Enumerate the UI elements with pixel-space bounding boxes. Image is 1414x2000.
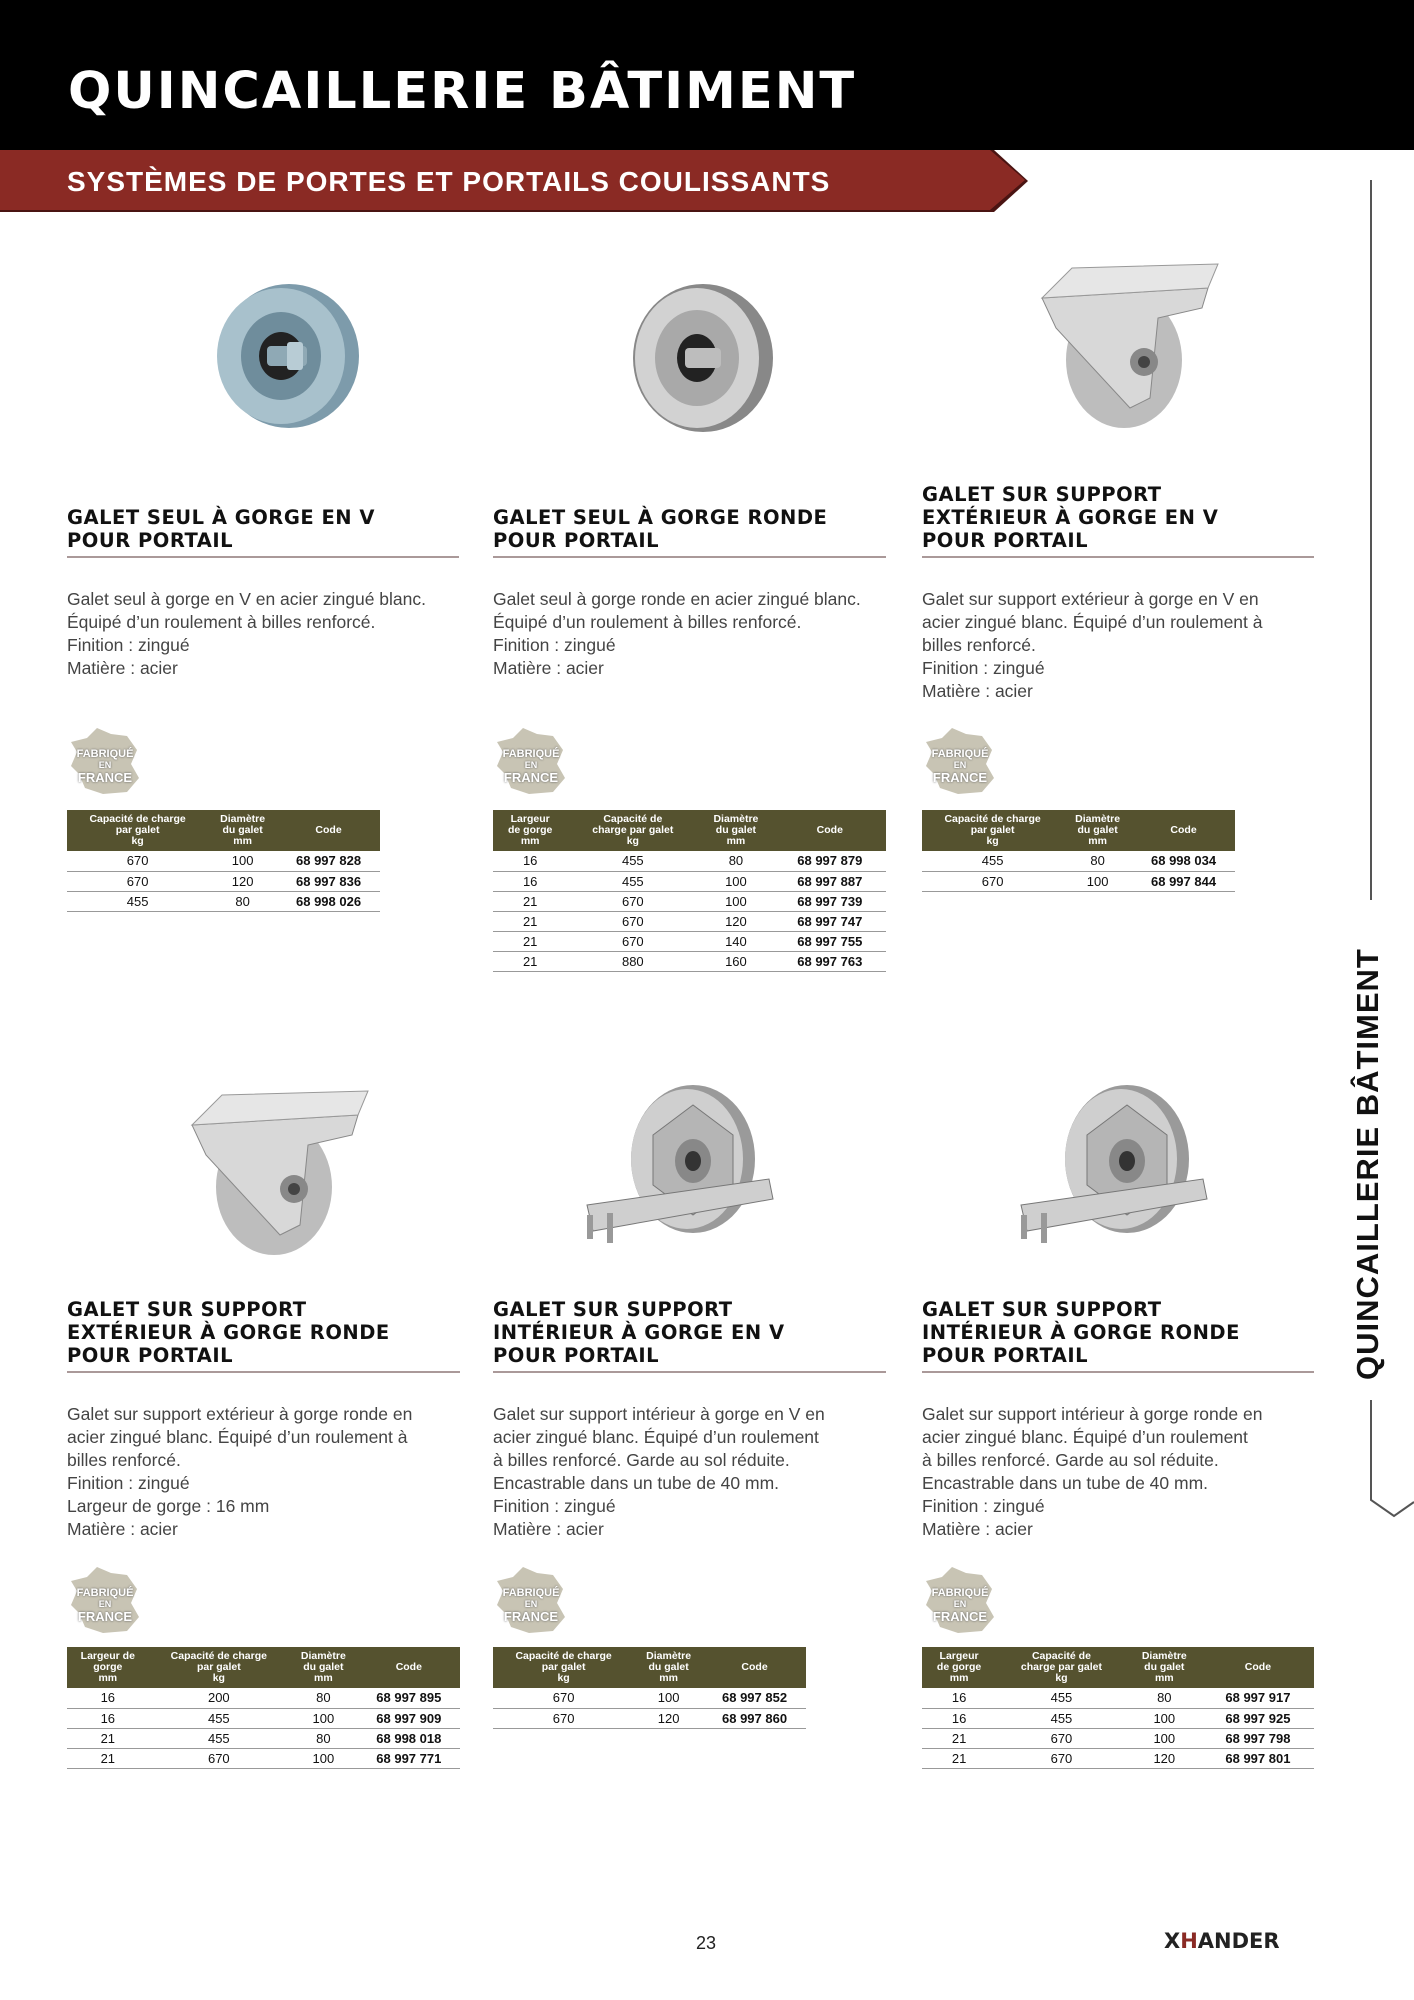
table-cell: 670 <box>567 911 698 931</box>
desc-line: Galet sur support intérieur à gorge en V en <box>493 1404 825 1424</box>
table-header-row <box>922 810 1235 851</box>
desc-line: billes renforcé. <box>67 1450 181 1470</box>
column-header: Diamètre du galet mm <box>698 810 773 851</box>
column-header: Code <box>1132 810 1235 851</box>
product-code-cell: 68 997 860 <box>703 1708 806 1728</box>
product-title-line: POUR PORTAIL <box>67 1344 234 1367</box>
product-code-cell: 68 997 755 <box>774 931 886 951</box>
made-in-france-badge <box>922 1565 998 1635</box>
side-divider-bottom <box>1370 1400 1372 1490</box>
table-cell: 100 <box>1127 1728 1202 1748</box>
table-header-row <box>67 810 380 851</box>
table-cell: 16 <box>922 1688 996 1708</box>
column-header: Capacité de charge par galet kg <box>67 810 208 851</box>
column-header: Capacité de charge par galet kg <box>996 1647 1127 1688</box>
desc-line: acier zingué blanc. Équipé d’un roulement à <box>922 612 1263 632</box>
table-cell: 16 <box>493 871 567 891</box>
page-title: QUINCAILLERIE BÂTIMENT <box>68 62 857 121</box>
table-row <box>67 1728 460 1748</box>
product-code-cell: 68 998 034 <box>1132 851 1235 871</box>
column-header: Diamètre du galet mm <box>1127 1647 1202 1688</box>
product-title-line: EXTÉRIEUR À GORGE EN V <box>922 506 1219 529</box>
column-header: Largeur de gorge mm <box>67 1647 149 1688</box>
table-row <box>67 851 380 871</box>
column-header: Code <box>703 1647 806 1688</box>
brand-highlight: H <box>1180 1929 1198 1953</box>
desc-line: Matière : acier <box>922 1519 1033 1539</box>
desc-line: Galet sur support intérieur à gorge ronde en <box>922 1404 1263 1424</box>
product-code-cell: 68 997 925 <box>1202 1708 1314 1728</box>
table-cell: 21 <box>493 951 567 971</box>
badge-line: FRANCE <box>503 1609 559 1624</box>
table-cell: 100 <box>1127 1708 1202 1728</box>
product-title-line: GALET SUR SUPPORT <box>922 483 1162 506</box>
product-title-line: GALET SEUL À GORGE EN V <box>67 506 375 529</box>
product-description <box>67 1403 412 1541</box>
badge-line: FABRIQUÉ <box>931 748 989 760</box>
table-cell: 120 <box>208 871 277 891</box>
table-cell: 16 <box>493 851 567 871</box>
product-code-cell: 68 997 844 <box>1132 871 1235 891</box>
table-row <box>922 871 1235 891</box>
table-cell: 100 <box>698 871 773 891</box>
desc-line: Finition : zingué <box>67 1473 190 1493</box>
side-chevron-icon <box>1370 1488 1414 1518</box>
product-code-cell: 68 998 026 <box>277 891 380 911</box>
title-rule <box>493 556 886 558</box>
table-cell: 100 <box>634 1688 703 1708</box>
desc-line: Galet seul à gorge en V en acier zingué blanc. <box>67 589 426 609</box>
table-row <box>493 931 886 951</box>
table-row <box>493 1688 806 1708</box>
product-image-wheel-round <box>603 270 803 460</box>
table-cell: 80 <box>698 851 773 871</box>
badge-line: FABRIQUÉ <box>502 1587 560 1599</box>
table-row <box>67 891 380 911</box>
column-header: Code <box>277 810 380 851</box>
table-cell: 670 <box>493 1708 634 1728</box>
product-title-line: GALET SUR SUPPORT <box>493 1298 733 1321</box>
section-subtitle: SYSTÈMES DE PORTES ET PORTAILS COULISSANTS <box>67 166 831 197</box>
product-title-line: POUR PORTAIL <box>922 1344 1089 1367</box>
table-cell: 670 <box>493 1688 634 1708</box>
badge-line: FRANCE <box>503 770 559 785</box>
table-header-row <box>67 1647 460 1688</box>
desc-line: Encastrable dans un tube de 40 mm. <box>922 1473 1209 1493</box>
table-cell: 80 <box>289 1688 358 1708</box>
product-title <box>922 483 1218 552</box>
product-code-cell: 68 997 895 <box>358 1688 460 1708</box>
page-number: 23 <box>696 1933 717 1953</box>
product-code-cell: 68 997 771 <box>358 1748 460 1768</box>
product-title-line: GALET SUR SUPPORT <box>67 1298 307 1321</box>
made-in-france-badge <box>67 726 143 796</box>
desc-line: Galet sur support extérieur à gorge ronde en <box>67 1404 413 1424</box>
desc-line: Finition : zingué <box>922 658 1045 678</box>
badge-line: FABRIQUÉ <box>502 748 560 760</box>
desc-line: Encastrable dans un tube de 40 mm. <box>493 1473 780 1493</box>
table-cell: 21 <box>67 1728 149 1748</box>
product-title <box>67 506 375 552</box>
table-cell: 670 <box>67 871 208 891</box>
side-tab-label: QUINCAILLERIE BÂTIMENT <box>1350 948 1385 1380</box>
column-header: Capacité de charge par galet kg <box>922 810 1063 851</box>
table-cell: 100 <box>698 891 773 911</box>
table-row <box>493 851 886 871</box>
table-cell: 880 <box>567 951 698 971</box>
product-image-inner-bracket-wheel <box>1017 1075 1217 1265</box>
table-row <box>67 1748 460 1768</box>
table-row <box>493 951 886 971</box>
product-title-line: POUR PORTAIL <box>493 529 660 552</box>
desc-line: à billes renforcé. Garde au sol réduite. <box>493 1450 790 1470</box>
desc-line: Équipé d’un roulement à billes renforcé. <box>493 612 802 632</box>
badge-line: EN <box>953 760 967 770</box>
table-cell: 16 <box>67 1688 149 1708</box>
column-header: Diamètre du galet mm <box>634 1647 703 1688</box>
product-image-bracket-wheel <box>182 1085 382 1275</box>
product-title-line: EXTÉRIEUR À GORGE RONDE <box>67 1321 390 1344</box>
column-header: Capacité de charge par galet kg <box>149 1647 289 1688</box>
badge-line: FABRIQUÉ <box>931 1587 989 1599</box>
table-cell: 670 <box>567 931 698 951</box>
badge-line: FRANCE <box>77 1609 133 1624</box>
desc-line: Matière : acier <box>493 658 604 678</box>
table-cell: 455 <box>996 1688 1127 1708</box>
product-description <box>493 588 861 680</box>
table-row <box>493 871 886 891</box>
product-code-cell: 68 997 763 <box>774 951 886 971</box>
column-header: Capacité de charge par galet kg <box>567 810 698 851</box>
made-in-france-badge <box>922 726 998 796</box>
brand-suffix: ANDER <box>1197 1929 1280 1953</box>
table-cell: 100 <box>208 851 277 871</box>
table-cell: 670 <box>567 891 698 911</box>
table-cell: 21 <box>922 1748 996 1768</box>
table-cell: 670 <box>922 871 1063 891</box>
desc-line: Finition : zingué <box>493 635 616 655</box>
table-header-row <box>493 810 886 851</box>
badge-line: EN <box>524 760 538 770</box>
product-title-line: GALET SUR SUPPORT <box>922 1298 1162 1321</box>
table-cell: 16 <box>922 1708 996 1728</box>
table-cell: 80 <box>1127 1688 1202 1708</box>
table-cell: 455 <box>922 851 1063 871</box>
column-header: Code <box>1202 1647 1314 1688</box>
product-code-cell: 68 998 018 <box>358 1728 460 1748</box>
desc-line: acier zingué blanc. Équipé d’un roulement <box>922 1427 1248 1447</box>
table-cell: 120 <box>1127 1748 1202 1768</box>
table-cell: 455 <box>567 851 698 871</box>
product-description <box>67 588 426 680</box>
badge-line: EN <box>98 1599 112 1609</box>
product-code-cell: 68 997 887 <box>774 871 886 891</box>
made-in-france-badge <box>493 1565 569 1635</box>
badge-line: EN <box>524 1599 538 1609</box>
desc-line: Largeur de gorge : 16 mm <box>67 1496 270 1516</box>
desc-line: Équipé d’un roulement à billes renforcé. <box>67 612 376 632</box>
table-cell: 80 <box>289 1728 358 1748</box>
table-row <box>922 1728 1314 1748</box>
desc-line: acier zingué blanc. Équipé d’un roulement <box>493 1427 819 1447</box>
product-description <box>922 588 1263 703</box>
column-header: Diamètre du galet mm <box>289 1647 358 1688</box>
badge-line: FRANCE <box>932 1609 988 1624</box>
table-row <box>922 851 1235 871</box>
desc-line: Galet sur support extérieur à gorge en V en <box>922 589 1259 609</box>
table-cell: 100 <box>289 1708 358 1728</box>
product-title-line: POUR PORTAIL <box>67 529 234 552</box>
table-header-row <box>493 1647 806 1688</box>
badge-line: FABRIQUÉ <box>76 748 134 760</box>
spec-table <box>67 1647 460 1769</box>
column-header: Capacité de charge par galet kg <box>493 1647 634 1688</box>
desc-line: Matière : acier <box>922 681 1033 701</box>
desc-line: billes renforcé. <box>922 635 1036 655</box>
column-header: Code <box>774 810 886 851</box>
side-divider-top <box>1370 180 1372 900</box>
desc-line: Finition : zingué <box>922 1496 1045 1516</box>
spec-table <box>67 810 380 912</box>
title-rule <box>67 1371 460 1373</box>
desc-line: Galet seul à gorge ronde en acier zingué blanc. <box>493 589 861 609</box>
table-cell: 670 <box>67 851 208 871</box>
table-cell: 455 <box>67 891 208 911</box>
badge-line: FABRIQUÉ <box>76 1587 134 1599</box>
product-title-line: GALET SEUL À GORGE RONDE <box>493 506 828 529</box>
brand-logo <box>1164 1929 1280 1953</box>
product-description <box>922 1403 1262 1541</box>
product-code-cell: 68 997 852 <box>703 1688 806 1708</box>
product-title-line: INTÉRIEUR À GORGE RONDE <box>922 1321 1240 1344</box>
title-rule <box>922 556 1314 558</box>
column-header: Diamètre du galet mm <box>1063 810 1132 851</box>
table-cell: 670 <box>149 1748 289 1768</box>
product-code-cell: 68 997 879 <box>774 851 886 871</box>
product-code-cell: 68 997 747 <box>774 911 886 931</box>
column-header: Largeur de gorge mm <box>922 1647 996 1688</box>
spec-table <box>922 1647 1314 1769</box>
product-title <box>67 1298 390 1367</box>
product-code-cell: 68 997 801 <box>1202 1748 1314 1768</box>
table-cell: 670 <box>996 1748 1127 1768</box>
desc-line: Finition : zingué <box>493 1496 616 1516</box>
table-row <box>493 911 886 931</box>
table-cell: 16 <box>67 1708 149 1728</box>
made-in-france-badge <box>67 1565 143 1635</box>
product-title-line: POUR PORTAIL <box>922 529 1089 552</box>
brand-prefix: X <box>1164 1929 1181 1953</box>
table-row <box>493 891 886 911</box>
desc-line: Finition : zingué <box>67 635 190 655</box>
table-row <box>67 871 380 891</box>
product-code-cell: 68 997 836 <box>277 871 380 891</box>
table-cell: 100 <box>289 1748 358 1768</box>
table-cell: 455 <box>149 1708 289 1728</box>
title-rule <box>67 556 459 558</box>
table-header-row <box>922 1647 1314 1688</box>
table-row <box>922 1748 1314 1768</box>
product-title <box>922 1298 1240 1367</box>
spec-table <box>922 810 1235 892</box>
product-code-cell: 68 997 909 <box>358 1708 460 1728</box>
table-cell: 670 <box>996 1728 1127 1748</box>
table-cell: 21 <box>493 931 567 951</box>
badge-line: FRANCE <box>932 770 988 785</box>
table-cell: 21 <box>493 891 567 911</box>
column-header: Largeur de gorge mm <box>493 810 567 851</box>
desc-line: Matière : acier <box>67 1519 178 1539</box>
table-cell: 100 <box>1063 871 1132 891</box>
table-row <box>493 1708 806 1728</box>
column-header: Diamètre du galet mm <box>208 810 277 851</box>
product-title-line: INTÉRIEUR À GORGE EN V <box>493 1321 785 1344</box>
product-title-line: POUR PORTAIL <box>493 1344 660 1367</box>
table-cell: 80 <box>1063 851 1132 871</box>
badge-line: EN <box>98 760 112 770</box>
table-row <box>67 1708 460 1728</box>
column-header: Code <box>358 1647 460 1688</box>
product-image-bracket-wheel <box>1032 258 1232 448</box>
table-cell: 21 <box>493 911 567 931</box>
title-rule <box>922 1371 1314 1373</box>
product-code-cell: 68 997 828 <box>277 851 380 871</box>
desc-line: acier zingué blanc. Équipé d’un roulement à <box>67 1427 408 1447</box>
table-row <box>922 1688 1314 1708</box>
table-cell: 200 <box>149 1688 289 1708</box>
desc-line: Matière : acier <box>67 658 178 678</box>
table-row <box>67 1688 460 1708</box>
badge-line: EN <box>953 1599 967 1609</box>
title-rule <box>493 1371 886 1373</box>
made-in-france-badge <box>493 726 569 796</box>
product-image-wheel-v <box>187 270 387 460</box>
product-code-cell: 68 997 739 <box>774 891 886 911</box>
desc-line: Matière : acier <box>493 1519 604 1539</box>
badge-line: FRANCE <box>77 770 133 785</box>
product-image-inner-bracket-wheel <box>583 1075 783 1265</box>
table-cell: 455 <box>149 1728 289 1748</box>
table-cell: 160 <box>698 951 773 971</box>
product-description <box>493 1403 825 1541</box>
table-row <box>922 1708 1314 1728</box>
product-code-cell: 68 997 917 <box>1202 1688 1314 1708</box>
table-cell: 80 <box>208 891 277 911</box>
spec-table <box>493 810 886 972</box>
desc-line: à billes renforcé. Garde au sol réduite. <box>922 1450 1219 1470</box>
table-cell: 140 <box>698 931 773 951</box>
table-cell: 120 <box>634 1708 703 1728</box>
spec-table <box>493 1647 806 1729</box>
table-cell: 21 <box>67 1748 149 1768</box>
product-code-cell: 68 997 798 <box>1202 1728 1314 1748</box>
table-cell: 21 <box>922 1728 996 1748</box>
table-cell: 455 <box>996 1708 1127 1728</box>
product-title <box>493 1298 785 1367</box>
product-title <box>493 506 827 552</box>
table-cell: 455 <box>567 871 698 891</box>
table-cell: 120 <box>698 911 773 931</box>
